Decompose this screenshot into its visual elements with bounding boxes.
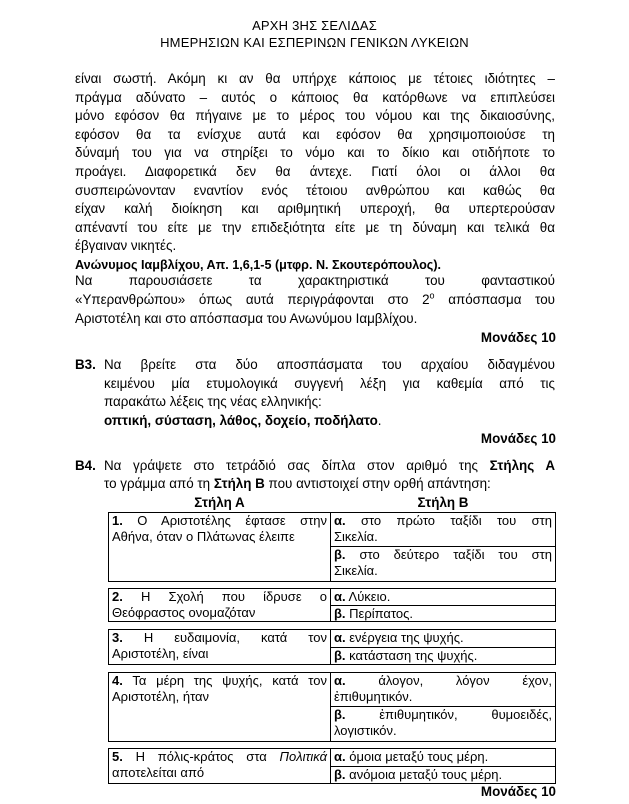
option-text: ἐπιθυμητικόν, θυμοειδές,	[379, 707, 552, 722]
matching-row-3-option-b	[330, 647, 556, 665]
cell-line	[334, 673, 552, 689]
cell-line: Σικελία.	[334, 529, 378, 544]
item-text: Η Σχολή που ίδρυσε ο	[141, 589, 327, 604]
option-letter: β.	[334, 767, 346, 782]
option-text: ανόμοια μεταξύ τους μέρη.	[349, 767, 503, 782]
matching-row-5-option-b	[330, 766, 556, 784]
column-a-heading: Στήλη Α	[194, 495, 245, 510]
option-text: όμοια μεταξύ τους μέρη.	[349, 749, 489, 764]
passage-line: συσπειρώνονταν εναντίον ενός τέτοιου ανθρώπου και καθώς θα	[75, 182, 555, 198]
matching-row-5-left	[108, 748, 331, 784]
question-line: κειμένου μία ετυμολογικά συγγενή λέξη για καθεμία από τις	[104, 375, 555, 391]
question-b4-label: Β4.	[75, 458, 96, 473]
option-letter: β.	[334, 648, 346, 663]
cell-line	[334, 749, 552, 765]
marks-b2: Μονάδες 10	[480, 330, 556, 345]
cell-line: ἐπιθυμητικόν.	[334, 689, 413, 704]
passage-line: εφόσον θα τα ενίσχυε αυτά και εφόσον θα χρησιμοποιούσε τη	[75, 126, 555, 142]
item-text: Η ευδαιμονία, κατά τον	[143, 630, 327, 645]
cell-line	[334, 606, 552, 622]
word-list: οπτική, σύσταση, λάθος, δοχείο, ποδήλατο	[104, 412, 378, 428]
passage-line: απέναντί του είτε με την επιδεξιότητα είτε με τη δύναμη και τελικά θα	[75, 219, 555, 235]
cell-line: Αριστοτέλη, είναι	[112, 646, 209, 661]
option-letter: β.	[334, 606, 346, 621]
question-b4-text	[104, 457, 555, 493]
option-letter: β.	[334, 547, 346, 562]
word-list-end: .	[377, 412, 382, 428]
cell-line: Θεόφραστος ονομαζόταν	[112, 605, 256, 620]
matching-row-3-option-a	[330, 629, 556, 648]
page-header-line2: ΗΜΕΡΗΣΙΩΝ ΚΑΙ ΕΣΠΕΡΙΝΩΝ ΓΕΝΙΚΩΝ ΛΥΚΕΙΩΝ	[160, 35, 469, 50]
cell-line	[112, 513, 327, 529]
cell-line	[112, 749, 327, 765]
matching-row-4-left	[108, 672, 331, 742]
question-text-bold: Στήλη Β	[213, 476, 265, 491]
question-b3-words	[104, 412, 555, 431]
cell-line: Αθήνα, όταν ο Πλάτωνας έλειπε	[112, 529, 295, 544]
cell-line: Αριστοτέλη, ήταν	[112, 689, 210, 704]
option-letter: α.	[334, 513, 346, 528]
matching-row-1-option-b	[330, 546, 556, 582]
option-text: ενέργεια της ψυχής.	[349, 630, 464, 645]
question-text: το γράμμα από τη	[104, 476, 214, 491]
cell-line	[334, 648, 552, 664]
question-b3-text	[104, 356, 555, 430]
passage	[75, 70, 555, 275]
cell-line	[334, 630, 552, 646]
item-text: Ο Αριστοτέλης έφτασε στην	[137, 513, 327, 528]
item-number: 5.	[112, 749, 123, 764]
question-b3-label: Β3.	[75, 357, 96, 372]
matching-row-2-left	[108, 588, 331, 622]
option-text: Περίπατος.	[349, 606, 413, 621]
passage-line: προάγει. Διαφορετικά δεν θα άντεχε. Γιατί όλοι οι άλλοι θα	[75, 163, 555, 179]
option-letter: β.	[334, 707, 346, 722]
question-line: Αριστοτέλη και στο απόσπασμα του Ανωνύμου Ιαμβλίχου.	[75, 311, 418, 326]
question-line: Να βρείτε στα δύο αποσπάσματα του αρχαίου διδαγμένου	[104, 357, 555, 372]
option-text: στο δεύτερο ταξίδι του στη	[359, 547, 552, 562]
option-text: κατάσταση της ψυχής.	[349, 648, 478, 663]
option-text: άλογον, λόγον έχον,	[378, 673, 552, 688]
cell-line	[334, 589, 552, 605]
matching-row-1-option-a	[330, 512, 556, 547]
question-text: που αντιστοιχεί στην ορθή απάντηση:	[264, 476, 491, 491]
marks-b4: Μονάδες 10	[480, 784, 556, 799]
marks-b3: Μονάδες 10	[480, 431, 556, 446]
option-letter: α.	[334, 749, 346, 764]
cell-line	[334, 767, 552, 783]
cell-line	[334, 547, 552, 563]
question-text-bold: Στήλης Α	[489, 458, 555, 473]
passage-source-text: Ανώνυμος Ιαμβλίχου, Απ. 1,6,1-5 (μτφρ. Ν. Σκουτερόπουλος).	[75, 257, 442, 272]
item-number: 1.	[112, 513, 123, 528]
cell-line	[334, 707, 552, 723]
matching-row-2-option-a	[330, 588, 556, 606]
option-text: στο πρώτο ταξίδι του στη	[360, 513, 552, 528]
matching-row-3-left	[108, 629, 331, 665]
question-text: Να γράψετε στο τετράδιό σας δίπλα στον αριθμό της	[104, 458, 490, 473]
cell-line	[112, 630, 327, 646]
option-letter: α.	[334, 630, 346, 645]
matching-row-4-option-a	[330, 672, 556, 707]
option-letter: α.	[334, 589, 346, 604]
matching-row-5-option-a	[330, 748, 556, 767]
passage-line: πράγμα αδύνατο – αυτός ο κάποιος θα κατόρθωνε να επιπλεύσει	[75, 89, 555, 105]
question-line: «Υπερανθρώπου» όπως αυτά περιγράφονται στο $2^o$ απόσπασμα του	[75, 290, 556, 307]
matching-row-1-left	[108, 512, 331, 582]
item-text: Τα μέρη της ψυχής, κατά τον	[132, 673, 327, 688]
passage-line: έβγαιναν νικητές.	[75, 238, 177, 254]
passage-line: μόνο εφόσον θα πήγαινε με το μέρος του νόμου και της δικαιοσύνης,	[75, 108, 555, 124]
question-line	[104, 475, 555, 493]
question-line: Να παρουσιάσετε τα χαρακτηριστικά του φανταστικού	[75, 273, 555, 288]
cell-line: λογιστικόν.	[334, 723, 397, 738]
matching-row-2-option-b	[330, 605, 556, 622]
passage-line: είναι σωστή. Ακόμη κι αν θα υπήρχε κάποιος με τέτοιες ιδιότητες –	[75, 71, 555, 86]
item-number: 3.	[112, 630, 123, 645]
option-text: Λύκειο.	[348, 589, 391, 604]
question-line	[104, 457, 555, 475]
column-b-heading: Στήλη Β	[417, 495, 469, 510]
option-letter: α.	[334, 673, 346, 688]
cell-line	[112, 673, 327, 689]
item-text: Η πόλις-κράτος στα	[135, 749, 280, 764]
cell-line: Σικελία.	[334, 563, 378, 578]
item-number: 2.	[112, 589, 123, 604]
page-header-line1: ΑΡΧΗ 3ΗΣ ΣΕΛΙΔΑΣ	[252, 18, 377, 33]
question-b2-text	[75, 271, 555, 328]
cell-line	[112, 589, 327, 605]
page-header	[0, 17, 629, 51]
matching-row-4-option-b	[330, 706, 556, 742]
question-line: παρακάτω λέξεις της νέας ελληνικής:	[104, 394, 322, 410]
cell-line: αποτελείται από	[112, 765, 205, 780]
item-number: 4.	[112, 673, 123, 688]
passage-line: είχαν καλή διοίκηση και αριθμητική υπεροχή, θα υπερτερούσαν	[75, 201, 555, 217]
item-text-italic: Πολιτικά	[279, 749, 327, 764]
cell-line	[334, 513, 552, 529]
passage-line: δύναμή του για να στηρίξει το νόμο και το δίκιο και οτιδήποτε το	[75, 145, 555, 161]
